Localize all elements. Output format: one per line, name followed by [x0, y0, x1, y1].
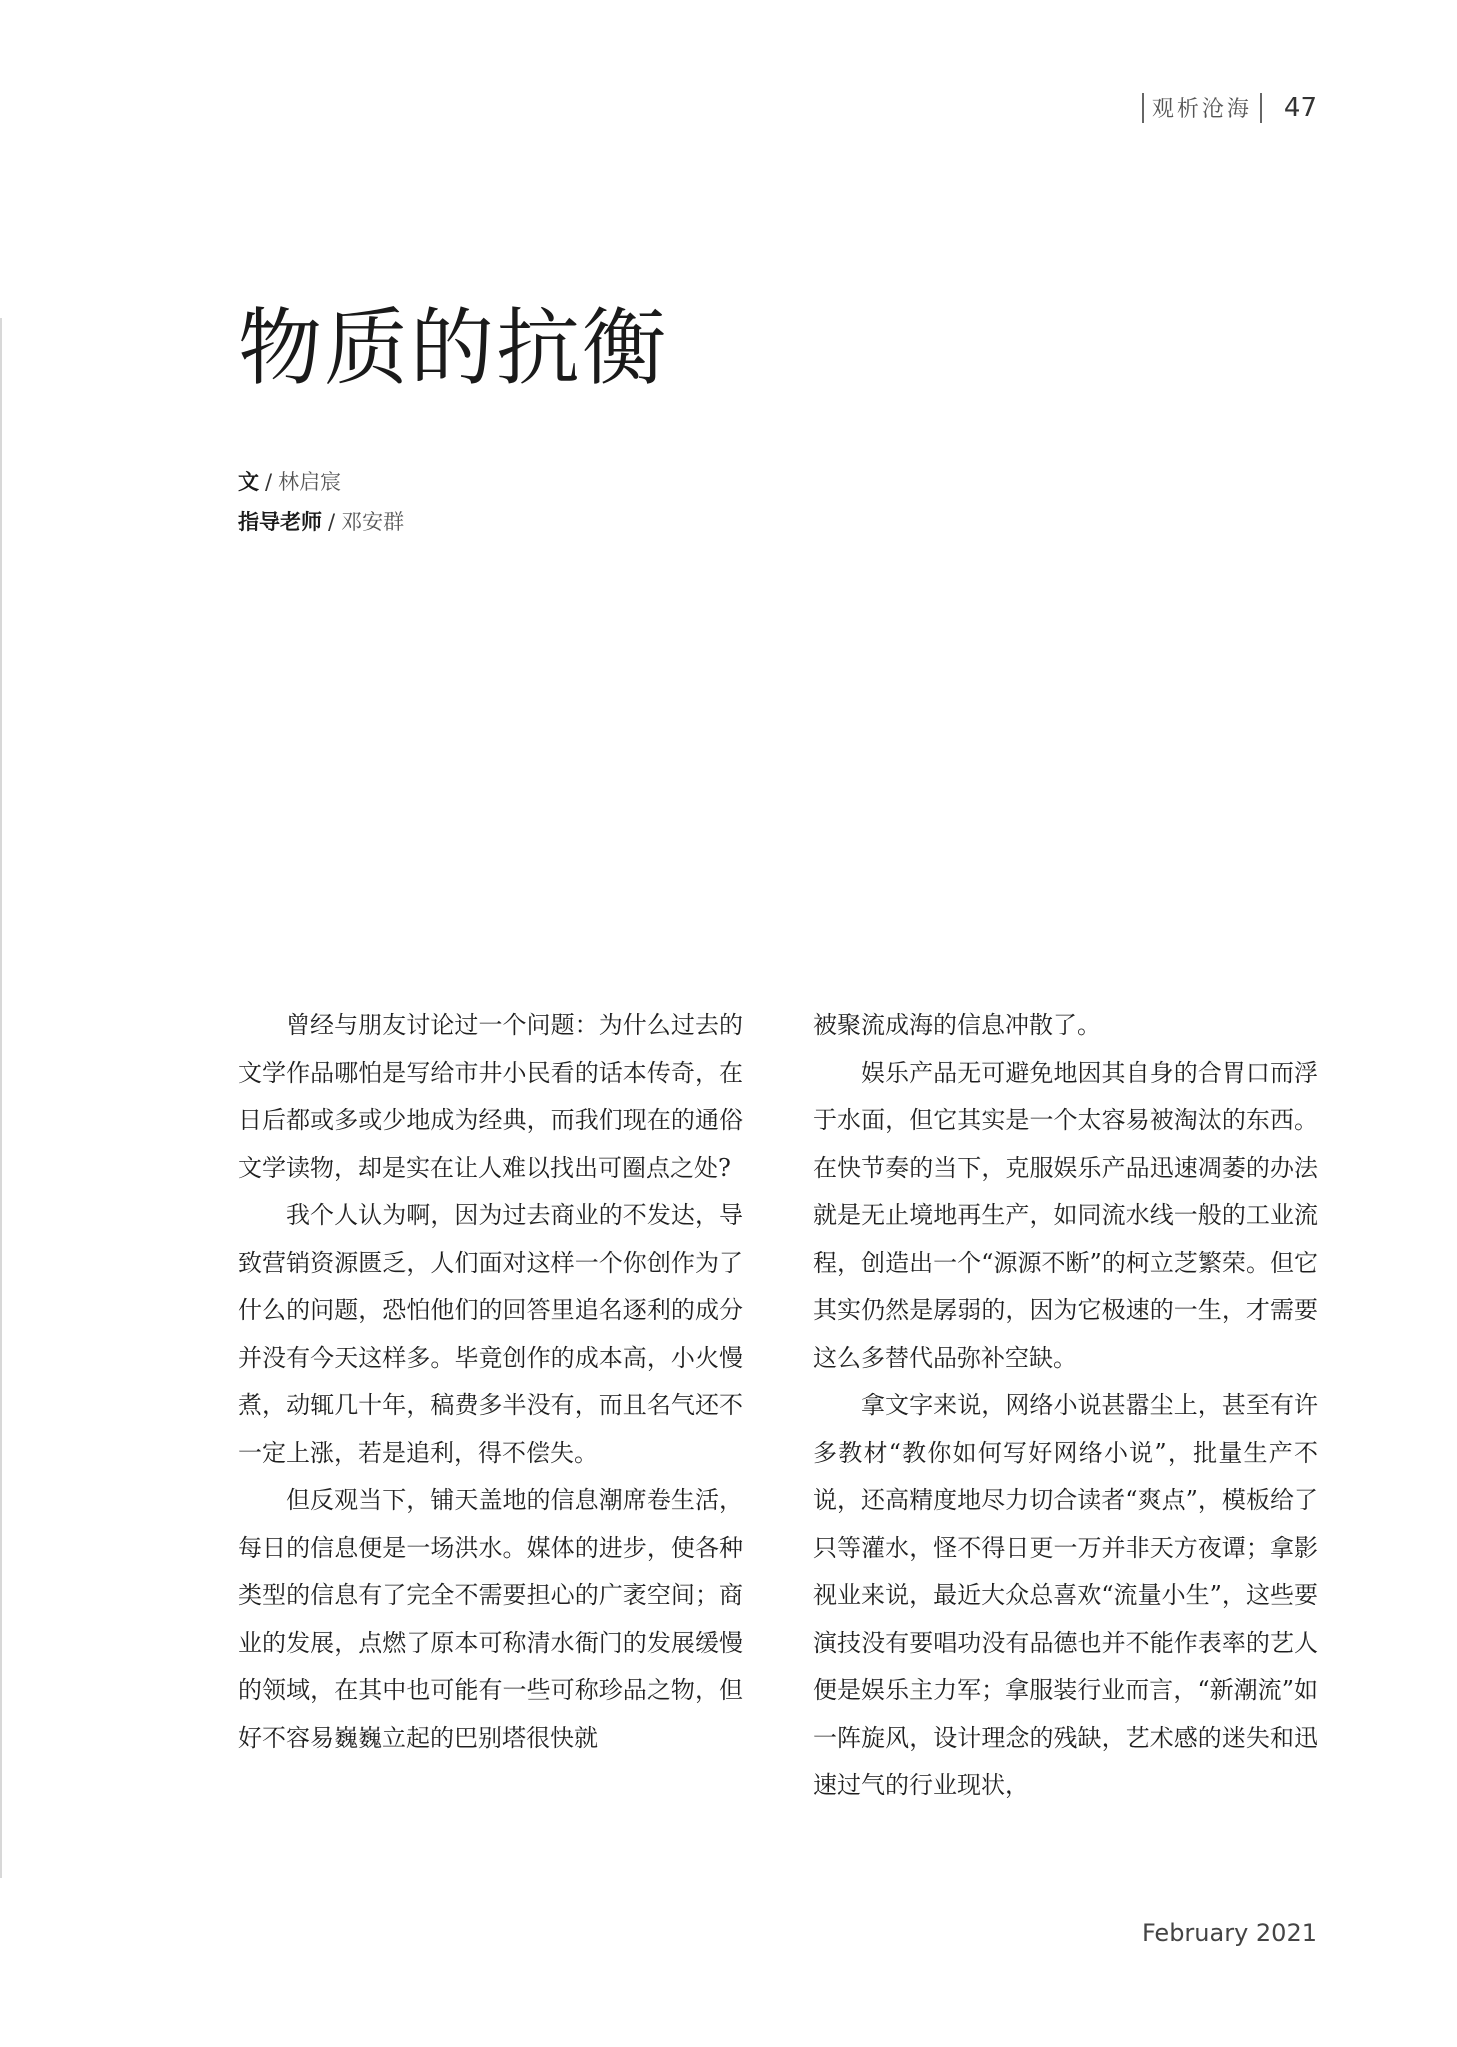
author-role: 文 [238, 470, 259, 494]
paragraph: 曾经与朋友讨论过一个问题：为什么过去的文学作品哪怕是写给市井小民看的话本传奇，在日后都或多或少地成为经典，而我们现在的通俗文学读物，却是实在让人难以找出可圈点之处? [238, 1011, 743, 1182]
credit-separator: / [265, 470, 273, 494]
paragraph: 但反观当下，铺天盖地的信息潮席卷生活，每日的信息便是一场洪水。媒体的进步，使各种类型的信息有了完全不需要担心的广袤空间；商业的发展，点燃了原本可称清水衙门的发展缓慢的领域，在其中也可能有一些可称珍品之物，但好不容易巍巍立起的巴别塔很快就 [238, 1486, 743, 1752]
advisor-credit [238, 502, 404, 542]
article-credits [238, 462, 404, 542]
running-header [1142, 92, 1317, 123]
body-column-right [813, 1002, 1318, 1810]
author-credit [238, 462, 404, 502]
section-name: 观析沧海 [1151, 97, 1252, 122]
advisor-role: 指导老师 [238, 510, 322, 534]
author-name: 林启宸 [278, 470, 342, 494]
credit-separator: / [328, 510, 336, 534]
advisor-name: 邓安群 [341, 510, 405, 534]
paragraph: 娱乐产品无可避免地因其自身的合胃口而浮于水面，但它其实是一个太容易被淘汰的东西。在快节奏的当下，克服娱乐产品迅速凋萎的办法就是无止境地再生产，如同流水线一般的工业流程，创造出一个“源源不断”的柯立芝繁荣。但它其实仍然是孱弱的，因为它极速的一生，才需要这么多替代品弥补空缺。 [813, 1058, 1318, 1372]
page-number: 47 [1283, 92, 1317, 123]
paragraph: 我个人认为啊，因为过去商业的不发达，导致营销资源匮乏，人们面对这样一个你创作为了什么的问题，恐怕他们的回答里追名逐利的成分并没有今天这样多。毕竟创作的成本高，小火慢煮，动辄几十年，稿费多半没有，而且名气还不一定上涨，若是追利，得不偿失。 [238, 1201, 743, 1467]
header-divider-left [1142, 93, 1144, 123]
article-title: 物质的抗衡 [238, 299, 669, 397]
body-column-left [238, 1002, 743, 1762]
paragraph: 拿文字来说，网络小说甚嚣尘上，甚至有许多教材“教你如何写好网络小说”，批量生产不说，还高精度地尽力切合读者“爽点”，模板给了只等灌水，怪不得日更一万并非天方夜谭；拿影视业来说，最近大众总喜欢“流量小生”，这些要演技没有要唱功没有品德也并不能作表率的艺人便是娱乐主力军；拿服装行业而言，“新潮流”如一阵旋风，设计理念的残缺，艺术感的迷失和迅速过气的行业现状， [813, 1391, 1318, 1799]
paragraph-continuation: 被聚流成海的信息冲散了。 [813, 1011, 1101, 1039]
issue-date: February 2021 [1141, 1919, 1317, 1947]
header-divider-right [1260, 93, 1262, 123]
page-edge-rule [0, 318, 2, 1878]
